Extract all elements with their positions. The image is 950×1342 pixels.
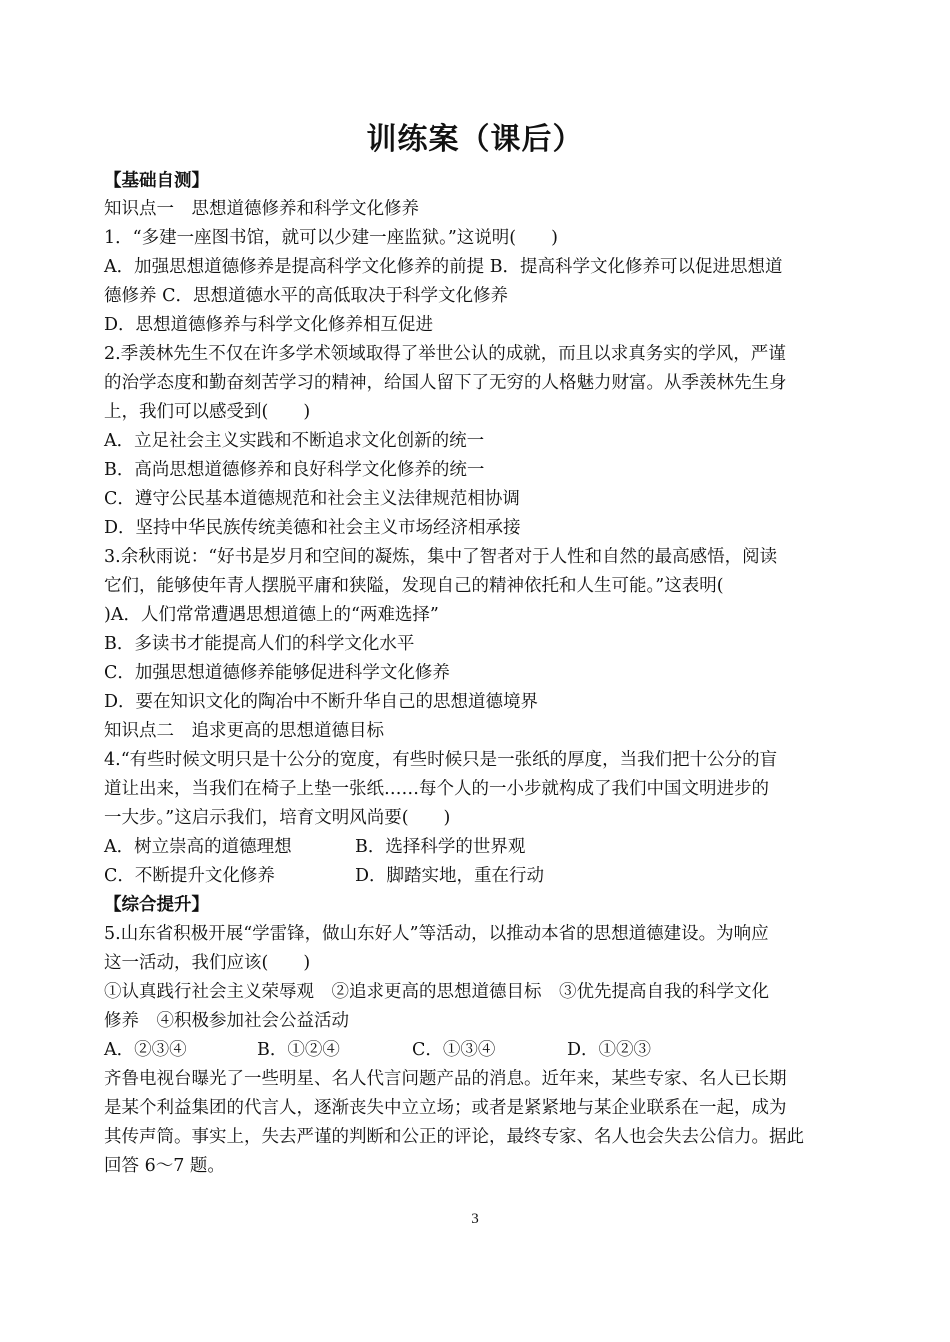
q3-stem-line-1: 3.余秋雨说：“好书是岁月和空间的凝炼，集中了智者对于人性和自然的最高感悟，阅读: [104, 547, 778, 567]
q5-stem-line-1: 5.山东省积极开展“学雷锋，做山东好人”等活动，以推动本省的思想道德建设。为响应: [104, 924, 769, 944]
q2-option-d: D．坚持中华民族传统美德和社会主义市场经济相承接: [104, 518, 521, 538]
q5-items-line-1: ①认真践行社会主义荣辱观 ②追求更高的思想道德目标 ③优先提高自我的科学文化: [104, 982, 769, 1002]
q3-option-b: B．多读书才能提高人们的科学文化水平: [104, 634, 415, 654]
q3-option-a: )A．人们常常遭遇思想道德上的“两难选择”: [104, 605, 439, 625]
page-title: 训练案（课后）: [366, 122, 584, 157]
q5-option-d: D．①②③: [567, 1040, 652, 1060]
q5-stem-line-2: 这一活动，我们应该( ): [104, 953, 311, 973]
passage-line-3: 其传声筒。事实上，失去严谨的判断和公正的评论，最终专家、名人也会失去公信力。据此: [104, 1127, 804, 1147]
q3-option-d: D．要在知识文化的陶冶中不断升华自己的思想道德境界: [104, 692, 539, 712]
q5-option-b: B．①②④: [257, 1040, 340, 1060]
q4-option-c: C．不断提升文化修养: [104, 866, 275, 886]
q4-option-b: B．选择科学的世界观: [355, 837, 526, 857]
passage-line-2: 是某个利益集团的代言人，逐渐丧失中立立场；或者是紧紧地与某企业联系在一起，成为: [104, 1098, 787, 1118]
q4-option-a: A．树立崇高的道德理想: [104, 837, 292, 857]
section-heading-advanced: 【综合提升】: [104, 895, 209, 915]
q1-option-d: D．思想道德修养与科学文化修养相互促进: [104, 315, 434, 335]
q1-stem: 1．“多建一座图书馆，就可以少建一座监狱。”这说明( ): [104, 228, 558, 248]
q5-option-c: C．①③④: [412, 1040, 496, 1060]
page-number: 3: [471, 1211, 479, 1227]
passage-line-4: 回答 6～7 题。: [104, 1156, 225, 1176]
q5-items-line-2: 修养 ④积极参加社会公益活动: [104, 1011, 349, 1031]
section-heading-basic: 【基础自测】: [104, 171, 209, 191]
q2-stem-line-3: 上，我们可以感受到( ): [104, 402, 311, 422]
q1-line-3: 德修养 C．思想道德水平的高低取决于科学文化修养: [104, 286, 508, 306]
q4-options-row-2: [104, 862, 854, 891]
knowledge-point-2: 知识点二 追求更高的思想道德目标: [104, 721, 384, 741]
q4-stem-line-3: 一大步。”这启示我们，培育文明风尚要( ): [104, 808, 451, 828]
passage-line-1: 齐鲁电视台曝光了一些明星、名人代言问题产品的消息。近年来，某些专家、名人已长期: [104, 1069, 787, 1089]
q2-stem-line-2: 的治学态度和勤奋刻苦学习的精神，给国人留下了无穷的人格魅力财富。从季羡林先生身: [104, 373, 787, 393]
q2-option-c: C．遵守公民基本道德规范和社会主义法律规范相协调: [104, 489, 520, 509]
q5-option-a: A．②③④: [104, 1040, 187, 1060]
q3-option-c: C．加强思想道德修养能够促进科学文化修养: [104, 663, 450, 683]
q2-option-a: A．立足社会主义实践和不断追求文化创新的统一: [104, 431, 485, 451]
q4-option-d: D．脚踏实地，重在行动: [355, 866, 545, 886]
q3-stem-line-2: 它们，能够使年青人摆脱平庸和狭隘，发现自己的精神依托和人生可能。”这表明(: [104, 576, 724, 596]
q2-option-b: B．高尚思想道德修养和良好科学文化修养的统一: [104, 460, 485, 480]
q4-stem-line-2: 道让出来，当我们在椅子上垫一张纸……每个人的一小步就构成了我们中国文明进步的: [104, 779, 769, 799]
q2-stem-line-1: 2.季羡林先生不仅在许多学术领域取得了举世公认的成就，而且以求真务实的学风，严谨: [104, 344, 786, 364]
knowledge-point-1: 知识点一 思想道德修养和科学文化修养: [104, 199, 419, 219]
q1-line-2: A．加强思想道德修养是提高科学文化修养的前提 B．提高科学文化修养可以促进思想道: [104, 257, 783, 277]
q4-options-row-1: [104, 833, 854, 862]
q4-stem-line-1: 4.“有些时候文明只是十公分的宽度，有些时候只是一张纸的厚度，当我们把十公分的盲: [104, 750, 778, 770]
